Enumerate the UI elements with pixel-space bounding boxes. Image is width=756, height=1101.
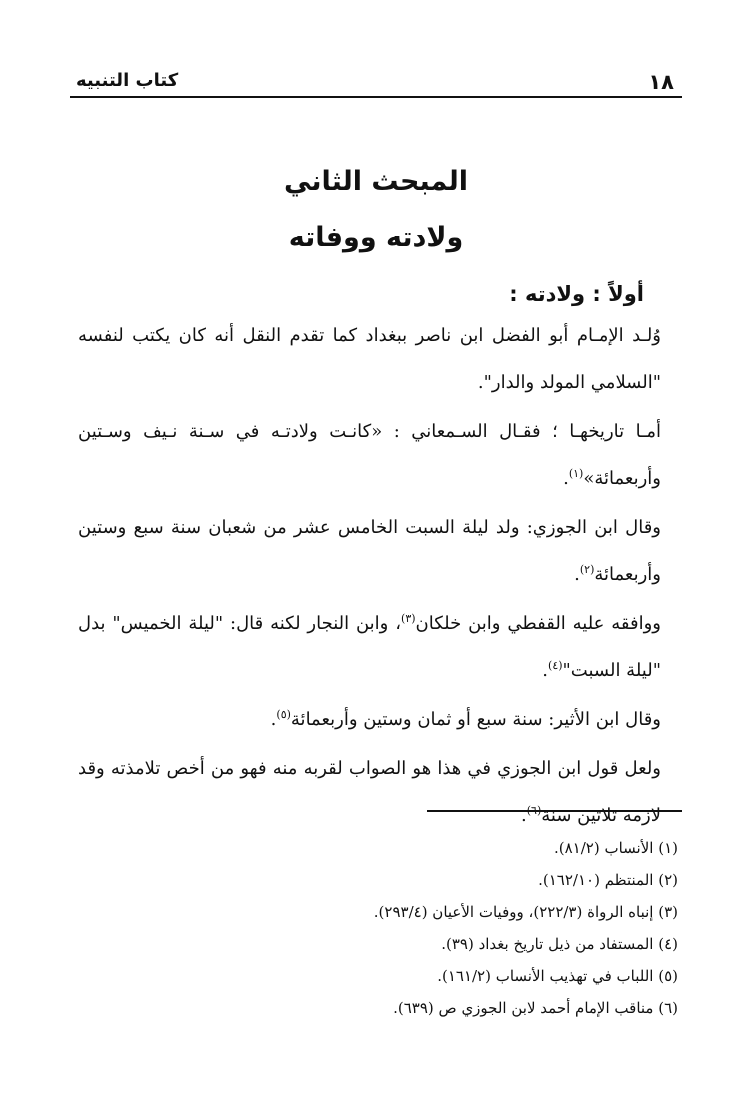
paragraph (78, 745, 683, 839)
paragraph-text-middle: ، وابن النجار لكنه قال: "ليلة الخميس" بدل "ليلة السبت" (78, 613, 661, 681)
paragraph-text-end: . (270, 709, 277, 730)
paragraph-text-end: . (542, 660, 549, 681)
footnotes (118, 832, 678, 1024)
footnote-ref: (٤) (548, 659, 563, 672)
footnote-ref: (٣) (401, 612, 416, 625)
chapter-heading: المبحث الثاني (284, 166, 468, 197)
paragraph-text-end: . (574, 564, 580, 585)
paragraph-text: ولعل قول ابن الجوزي في هذا هو الصواب لقربه منه فهو من أخص تلامذته وقد لازمه ثلاثين سنة (78, 758, 661, 826)
paragraph-text-end: . (520, 805, 527, 826)
paragraph-text: ووافقه عليه القفطي وابن خلكان (415, 613, 661, 634)
paragraph-text: أمـا تاريخهـا ؛ فقـال السـمعاني : «كانـت ولادتـه في سـنة نـيف وسـتين وأربعمائة» (78, 421, 661, 489)
section-label: أولاً : ولادته : (509, 282, 644, 306)
paragraph-text: وقال ابن الجوزي: ولد ليلة السبت الخامس عشر من شعبان سنة سبع وستين وأربعمائة (78, 517, 661, 585)
footnote-separator (427, 810, 682, 812)
paragraph (78, 408, 683, 502)
chapter-subheading: ولادته ووفاته (288, 222, 464, 253)
paragraph (78, 312, 683, 406)
footnote-ref: (١) (568, 467, 584, 480)
paragraph-text-end: . (563, 468, 569, 489)
footnote-ref: (٥) (276, 708, 291, 721)
footnote-item: (٤) المستفاد من ذيل تاريخ بغداد (٣٩). (441, 935, 678, 953)
body-text (78, 312, 683, 839)
footnote-ref: (٢) (579, 563, 595, 576)
paragraph (78, 696, 683, 743)
footnote-item: (٢) المنتظم (١٦٢/١٠). (538, 871, 678, 889)
running-title: كتاب التنبيه (76, 70, 179, 91)
header-rule (70, 96, 682, 98)
footnote-item: (٦) مناقب الإمام أحمد لابن الجوزي ص (٦٣٩). (393, 999, 678, 1017)
paragraph-text: وقال ابن الأثير: سنة سبع أو ثمان وستين وأربعمائة (290, 709, 661, 730)
footnote-item: (٣) إنباه الرواة (٢٢٢/٣)، ووفيات الأعيان (٢٩٣/٤). (373, 903, 678, 921)
footnote-ref: (٦) (526, 804, 542, 817)
paragraph-text: وُلـد الإمـام أبو الفضل ابن ناصر ببغداد كما تقدم النقل أنه كان يكتب لنفسه "السلامي المولد والدار". (78, 325, 661, 393)
paragraph (78, 504, 683, 598)
footnote-item: (١) الأنساب (٨١/٢). (554, 839, 678, 857)
page-header (70, 62, 682, 98)
page-number: ١٨ (648, 70, 674, 94)
footnote-item: (٥) اللباب في تهذيب الأنساب (١٦١/٢). (437, 967, 678, 985)
paragraph (78, 600, 683, 694)
